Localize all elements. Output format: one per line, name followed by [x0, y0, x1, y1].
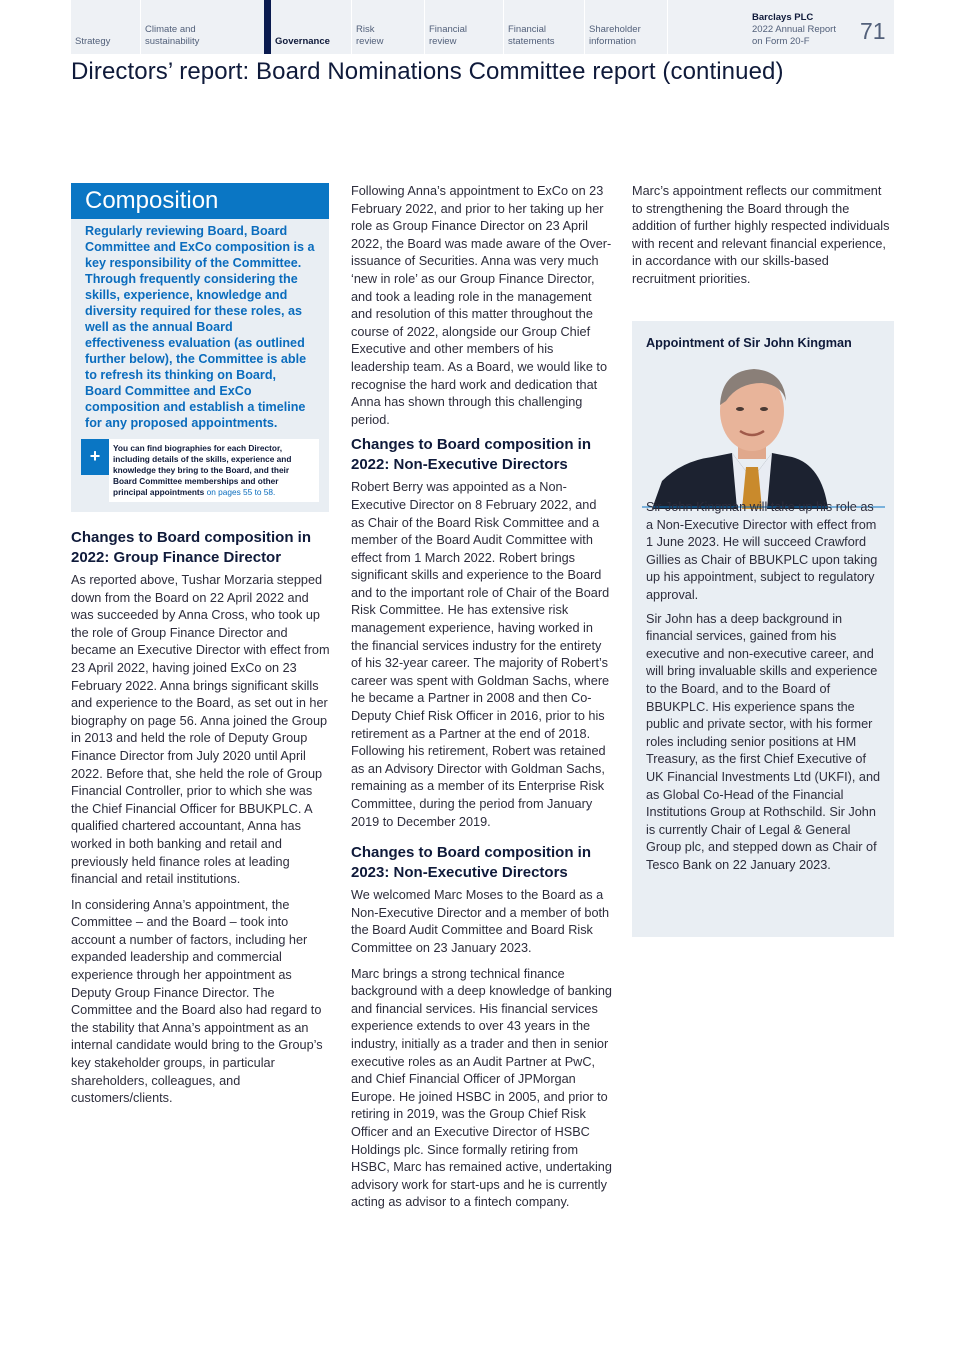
composition-box: [71, 183, 329, 512]
marc-moses-paragraph-2: Marc brings a strong technical finance background with a deep knowledge of banking and financial services. His financial services experience extends to over 43 years in the industry, initially as a trader and then in senior executive roles as an Audit Partner at PwC, and Chief Financial Officer of JPMorgan Europe. He joined HSBC in 2005, and prior to retiring in 2019, was the Group Chief Risk Officer and an Executive Director of HSBC Holdings plc. Since formally retiring from HSBC, Marc has remained active, undertaking advisory work for start-ups and he is currently acting as advisor to a fintech company.: [351, 966, 612, 1210]
column-1: [71, 183, 333, 1114]
nav-tab-risk-review[interactable]: Risk review: [351, 0, 424, 54]
composition-heading: Composition: [71, 183, 329, 219]
column-3: [632, 183, 894, 295]
nav-tab-financial-review[interactable]: Financial review: [424, 0, 503, 54]
composition-lead: Regularly reviewing Board, Board Committee and ExCo composition is a key responsibility of the Committee. Through frequently considering the skills, experience, knowledge and diversity required for these roles, as well as the annual Board effectiveness evaluation (as outlined further below), the Committee is able to refresh its thinking on Board, Board Committee and ExCo composition and establish a timeline for any proposed appointments.: [85, 224, 315, 430]
appointment-title: Appointment of Sir John Kingman: [646, 336, 852, 350]
nav-tab-governance[interactable]: Governance: [275, 36, 330, 47]
nav-tab-climate[interactable]: Climate and sustainability: [140, 0, 264, 54]
biography-note-text: You can find biographies for each Director, including details of the skills, experience and knowledge they bring to the Board, and their Board Committee memberships and other principal appointments on pages 55 to 58.: [109, 439, 319, 502]
appointment-paragraph-2: Sir John has a deep background in financial services, gained from his executive and non-executive career, and will bring invaluable skills and experience to the Board, and to the Board of BBUKPLC. His experience spans the public and private sector, with his former roles including senior positions at HM Treasury, as the first Chief Executive of UK Financial Investments Ltd (UKFI), and as Global Co-Head of the Financial Institutions Group at Rothschild. Sir John is currently Chair of Legal & General Group plc, and stepped down as Chair of Tesco Bank on 22 January 2023.: [646, 611, 881, 872]
sir-john-kingman-portrait: [642, 361, 885, 509]
robert-berry-paragraph: Robert Berry was appointed as a Non-Executive Director on 8 February 2022, and as Chair of the Board Risk Committee and a member of the Board Audit Committee with effect from 1 March 2022. Robert brings significant skills and experience to the Board and to the important role of Chair of the Board Risk Committee. He has extensive risk management experience, having worked in the financial services industry for the entirety of his 32-year career. The majority of Robert’s career was spent with Goldman Sachs, where he became a Partner in 2008 and then Co-Deputy Chief Risk Officer in 2016, prior to his retirement as a Partner at the end of 2018. Following his retirement, Robert was retained as an Advisory Director with Goldman Sachs, remaining as a member of its Enterprise Risk Committee, during the period from January 2019 to December 2019.: [351, 480, 610, 829]
plus-icon: +: [81, 439, 109, 475]
marc-appointment-paragraph: Marc’s appointment reflects our commitment to strengthening the Board through the addition of further highly respected individuals with recent and relevant financial experience, in accordance with our skills-based recruitment priorities.: [632, 184, 890, 286]
active-section-marker: [264, 0, 271, 54]
appointment-box: [632, 321, 894, 937]
brand-name: Barclays PLC: [752, 12, 814, 23]
page-number: 71: [860, 18, 886, 44]
appointment-paragraph-1: Sir John Kingman will take up his role as a Non-Executive Director with effect from 1 June 2023. He will succeed Crawford Gillies as Chair of BBUKPLC upon taking up his appointment, subject to regulatory approval.: [646, 500, 878, 602]
brand-subtitle-2: on Form 20-F: [752, 36, 810, 47]
nav-tab-shareholder-info[interactable]: Shareholder information: [584, 0, 667, 54]
marc-moses-paragraph-1: We welcomed Marc Moses to the Board as a Non-Executive Director and a member of both the Board Audit Committee and Board Risk Committee on 23 January 2023.: [351, 888, 610, 955]
report-brand: [752, 12, 836, 48]
gfd-paragraph-1: As reported above, Tushar Morzaria stepped down from the Board on 22 April 2022 and was succeeded by Anna Cross, who took up the role of Group Finance Director and became an Executive Director with effect from 23 April 2022, having joined ExCo on 23 February 2022. Anna brings significant skills and experience to the Board, as set out in her biography on page 56. Anna joined the Group in 2013 and held the role of Deputy Group Finance Director from July 2020 until April 2022. Before that, she held the role of Group Financial Controller, prior to which she was the Chief Financial Officer for BBUKPLC. A qualified chartered accountant, Anna has worked in both banking and retail and previously held finance roles at leading financial and retail institutions.: [71, 573, 330, 887]
biography-note: [81, 439, 319, 502]
appointment-text: [646, 499, 882, 880]
ned-2023-heading: Changes to Board composition in 2023: Non-Executive Directors: [351, 844, 592, 882]
gfd-paragraph-2: In considering Anna’s appointment, the Committee – and the Board – took into account a number of factors, including her expanded leadership and commercial experience through her appointment as Deputy Group Finance Director. The Committee and the Board also had regard to the stability that Anna’s appointment as an internal candidate would bring to the Group’s key stakeholder groups, in particular shareholders, colleagues, and customers/clients.: [71, 897, 323, 1106]
pages-link[interactable]: on pages 55 to 58.: [204, 487, 276, 497]
brand-subtitle-1: 2022 Annual Report: [752, 24, 836, 35]
nav-tab-strategy[interactable]: Strategy: [75, 36, 111, 47]
gfd-heading: Changes to Board composition in 2022: Group Finance Director: [71, 529, 312, 566]
ned-2022-heading: Changes to Board composition in 2022: Non-Executive Directors: [351, 436, 592, 474]
page-title: Directors’ report: Board Nominations Committee report (continued): [71, 58, 784, 85]
anna-paragraph: Following Anna’s appointment to ExCo on 23 February 2022, and prior to her taking up her role as Group Finance Director on 23 April 2022, the Board was made aware of the Over-issuance of Securities. Anna was very much ‘new in role’ as our Group Finance Director, and took a leading role in the management and resolution of this matter throughout the course of 2022, alongside our Group Chief Executive and other members of his leadership team. As a Board, we would like to recognise the hard work and dedication that Anna has shown through this challenging period.: [351, 184, 612, 427]
column-2: [351, 183, 613, 1218]
nav-tab-financial-statements[interactable]: Financial statements: [503, 0, 584, 54]
